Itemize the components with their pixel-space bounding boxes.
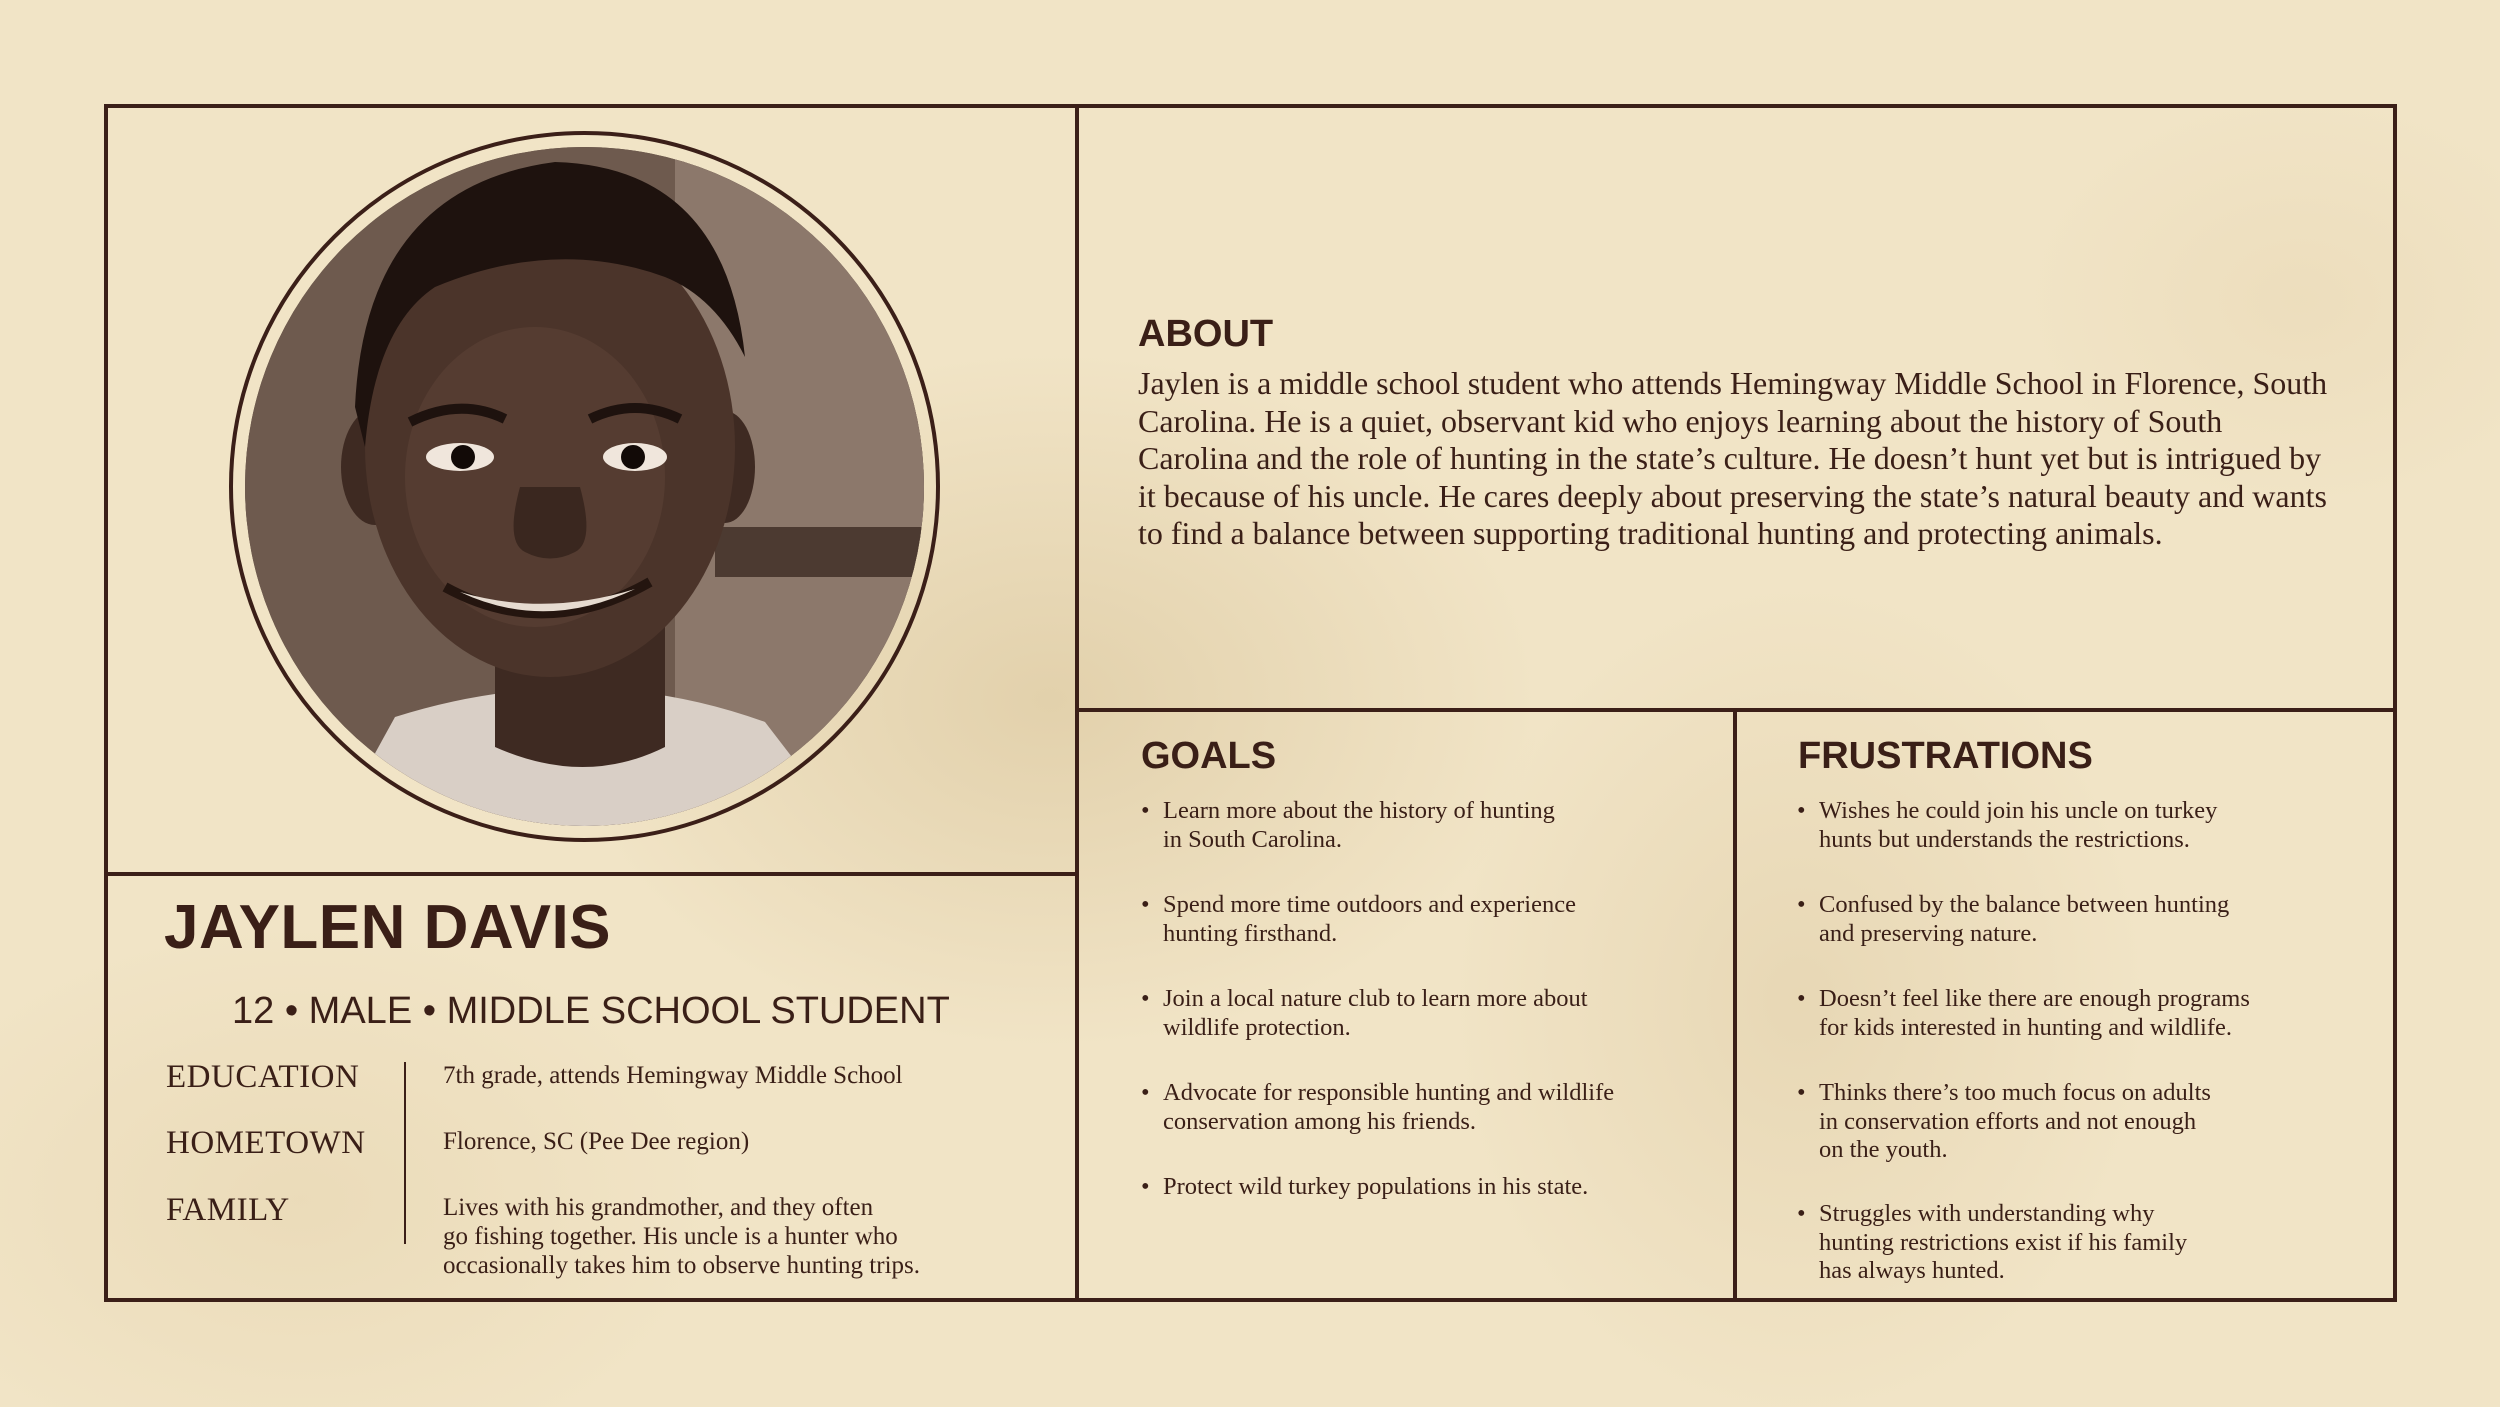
family-label: FAMILY (166, 1192, 290, 1228)
goals-list (1141, 797, 1721, 1202)
goals-heading: GOALS (1141, 735, 1277, 777)
goal-item: • Join a local nature club to learn more about wildlife protection. (1141, 985, 1721, 1079)
goal-item: • Protect wild turkey populations in his state. (1141, 1173, 1721, 1202)
goal-item: • Advocate for responsible hunting and wildlife conservation among his friends. (1141, 1079, 1721, 1173)
column-divider-left (1075, 104, 1079, 1302)
photo-divider (104, 872, 1077, 876)
frustrations-list (1797, 797, 2387, 1286)
goal-item: • Spend more time outdoors and experience hunting firsthand. (1141, 891, 1721, 985)
persona-name: JAYLEN DAVIS (164, 893, 612, 962)
about-text: Jaylen is a middle school student who attends Hemingway Middle School in Florence, South Carolina. He is a quiet, observant kid who enjoys learning about the history of South Carolina and the role of hunting in the state’s culture. He doesn’t hunt yet but is intrigued by it because of his uncle. He cares deeply about preserving the state’s natural beauty and wants to find a balance between supporting traditional hunting and protecting animals. (1138, 365, 2328, 551)
column-divider-right (1733, 710, 1737, 1302)
persona-subtitle: 12 • MALE • MIDDLE SCHOOL STUDENT (232, 990, 950, 1032)
frustration-item: • Thinks there’s too much focus on adults in conservation efforts and not enough on the youth. (1797, 1079, 2387, 1200)
about-heading: ABOUT (1138, 313, 1274, 355)
family-value: Lives with his grandmother, and they often go fishing together. His uncle is a hunter who occasionally takes him to observe hunting trips. (443, 1194, 920, 1279)
education-label: EDUCATION (166, 1059, 360, 1095)
portrait-illustration (245, 147, 924, 826)
frustration-item: • Wishes he could join his uncle on turkey hunts but understands the restrictions. (1797, 797, 2387, 891)
about-divider (1077, 708, 2397, 712)
persona-portrait (245, 147, 924, 826)
goal-item: • Learn more about the history of hunting in South Carolina. (1141, 797, 1721, 891)
frustrations-heading: FRUSTRATIONS (1798, 735, 2093, 777)
details-divider (404, 1062, 406, 1244)
hometown-label: HOMETOWN (166, 1125, 366, 1161)
frustration-item: • Doesn’t feel like there are enough programs for kids interested in hunting and wildlife. (1797, 985, 2387, 1079)
hometown-value: Florence, SC (Pee Dee region) (443, 1128, 750, 1155)
education-value: 7th grade, attends Hemingway Middle School (443, 1062, 903, 1089)
frustration-item: • Struggles with understanding why hunting restrictions exist if his family has always hunted. (1797, 1200, 2387, 1286)
frustration-item: • Confused by the balance between hunting and preserving nature. (1797, 891, 2387, 985)
